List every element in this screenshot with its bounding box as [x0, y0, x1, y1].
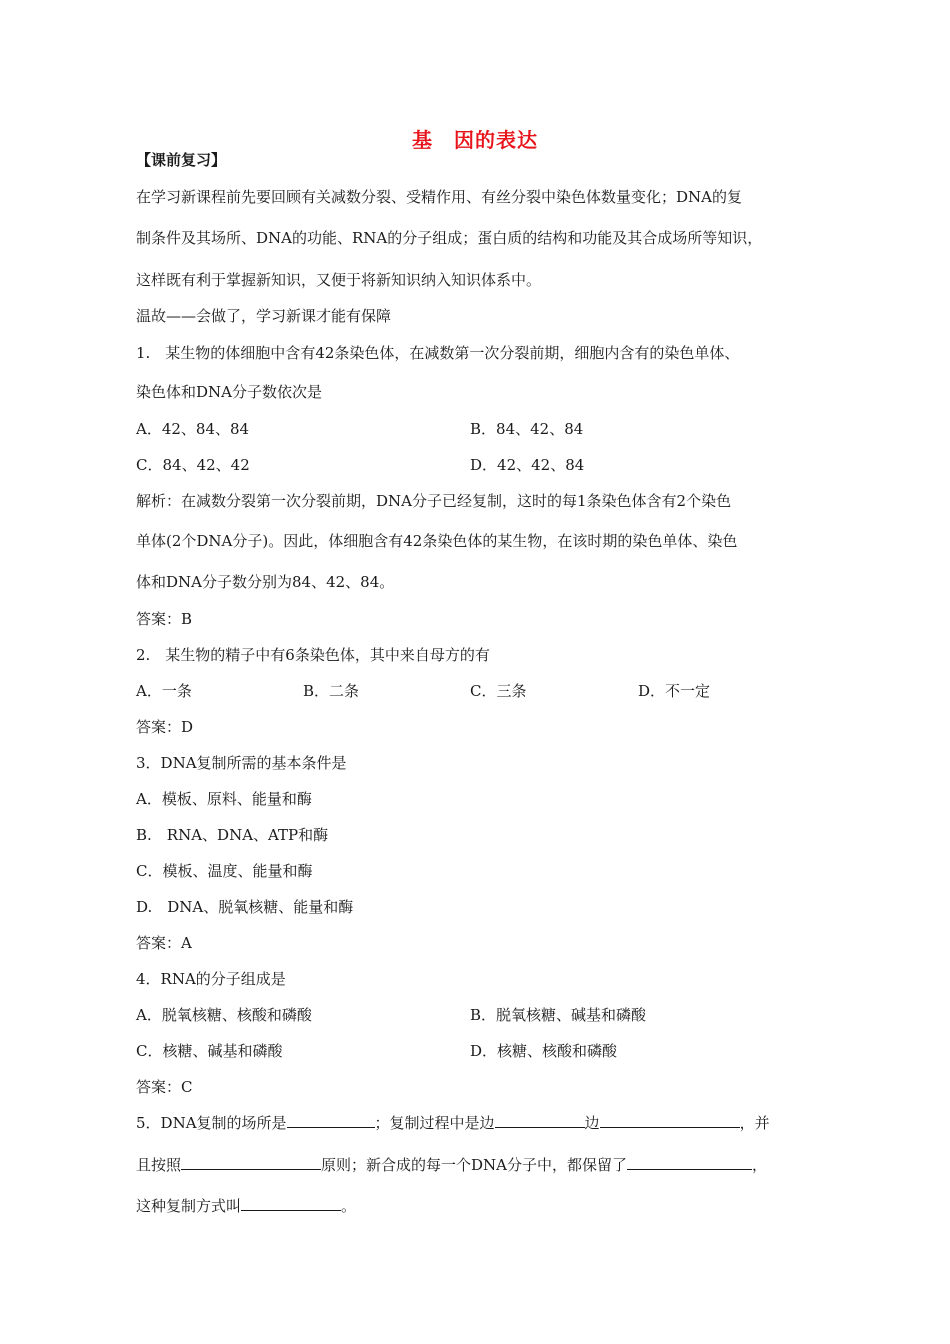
q5-text-6: 原则；新合成的每一个DNA分子中，都保留了 — [321, 1156, 628, 1174]
q5-text-5: 且按照 — [136, 1156, 182, 1174]
q5-line-3 — [136, 1196, 826, 1216]
q3-option-a: A．模板、原料、能量和酶 — [136, 790, 312, 808]
q2-option-b: B．二条 — [303, 682, 360, 700]
q1-stem-line-2: 染色体和DNA分子数依次是 — [136, 383, 322, 401]
q3-stem: 3．DNA复制所需的基本条件是 — [136, 754, 347, 772]
q4-option-d: D．核糖、核酸和磷酸 — [470, 1042, 618, 1060]
q3-option-b: B. RNA、DNA、ATP和酶 — [136, 826, 329, 844]
intro-line-1: 在学习新课程前先要回顾有关减数分裂、受精作用、有丝分裂中染色体数量变化；DNA的复 — [136, 188, 742, 206]
q1-analysis-line-2: 单体(2个DNA分子)。因此，体细胞含有42条染色体的某生物，在该时期的染色单体、染色 — [136, 532, 738, 550]
q5-blank-2[interactable] — [495, 1113, 585, 1128]
q1-option-d: D．42、42、84 — [470, 456, 585, 474]
q5-blank-4[interactable] — [181, 1155, 321, 1170]
q2-stem: 2. 某生物的精子中有6条染色体，其中来自母方的有 — [136, 646, 490, 664]
q1-analysis-line-1: 解析：在减数分裂第一次分裂前期，DNA分子已经复制，这时的每1条染色体含有2个染色 — [136, 492, 732, 510]
q5-text-1: 5．DNA复制的场所是 — [136, 1114, 287, 1132]
q5-text-3: 边 — [584, 1114, 600, 1132]
q3-option-c: C．模板、温度、能量和酶 — [136, 862, 313, 880]
q5-text-8: 这种复制方式叫 — [136, 1197, 242, 1215]
q2-option-c: C．三条 — [470, 682, 527, 700]
q5-text-7: ， — [752, 1156, 768, 1174]
intro-line-3: 这样既有利于掌握新知识，又便于将新知识纳入知识体系中。 — [136, 271, 542, 289]
q5-text-9: 。 — [341, 1197, 357, 1215]
q1-stem-line-1: 1. 某生物的体细胞中含有42条染色体，在减数第一次分裂前期，细胞内含有的染色单体、 — [136, 344, 740, 362]
section-heading: 【课前复习】 — [136, 151, 227, 169]
q5-text-4: ，并 — [739, 1114, 770, 1132]
q2-option-d: D．不一定 — [638, 682, 711, 700]
intro-line-2: 制条件及其场所、DNA的功能、RNA的分子组成；蛋白质的结构和功能及其合成场所等知识， — [136, 229, 763, 247]
page-title: 基 因的表达 — [412, 128, 538, 152]
q5-line-2 — [136, 1155, 826, 1175]
q5-line-1 — [136, 1113, 826, 1133]
q5-text-2: ；复制过程中是边 — [374, 1114, 495, 1132]
q4-answer: 答案：C — [136, 1078, 193, 1096]
q1-analysis-line-3: 体和DNA分子数分别为84、42、84。 — [136, 573, 395, 591]
q4-option-b: B．脱氧核糖、碱基和磷酸 — [470, 1006, 647, 1024]
q4-option-a: A．脱氧核糖、核酸和磷酸 — [136, 1006, 312, 1024]
q3-option-d: D. DNA、脱氧核糖、能量和酶 — [136, 898, 354, 916]
q5-blank-6[interactable] — [241, 1196, 341, 1211]
q1-answer: 答案：B — [136, 610, 193, 628]
q5-blank-5[interactable] — [627, 1155, 752, 1170]
q1-option-c: C．84、42、42 — [136, 456, 250, 474]
q4-stem: 4．RNA的分子组成是 — [136, 970, 286, 988]
q5-blank-1[interactable] — [287, 1113, 375, 1128]
q5-blank-3[interactable] — [600, 1113, 740, 1128]
q1-option-a: A．42、84、84 — [136, 420, 250, 438]
q3-answer: 答案：A — [136, 934, 192, 952]
q2-answer: 答案：D — [136, 718, 194, 736]
q2-option-a: A．一条 — [136, 682, 192, 700]
q4-option-c: C．核糖、碱基和磷酸 — [136, 1042, 283, 1060]
review-heading: 温故——会做了，学习新课才能有保障 — [136, 307, 392, 325]
q1-option-b: B．84、42、84 — [470, 420, 584, 438]
